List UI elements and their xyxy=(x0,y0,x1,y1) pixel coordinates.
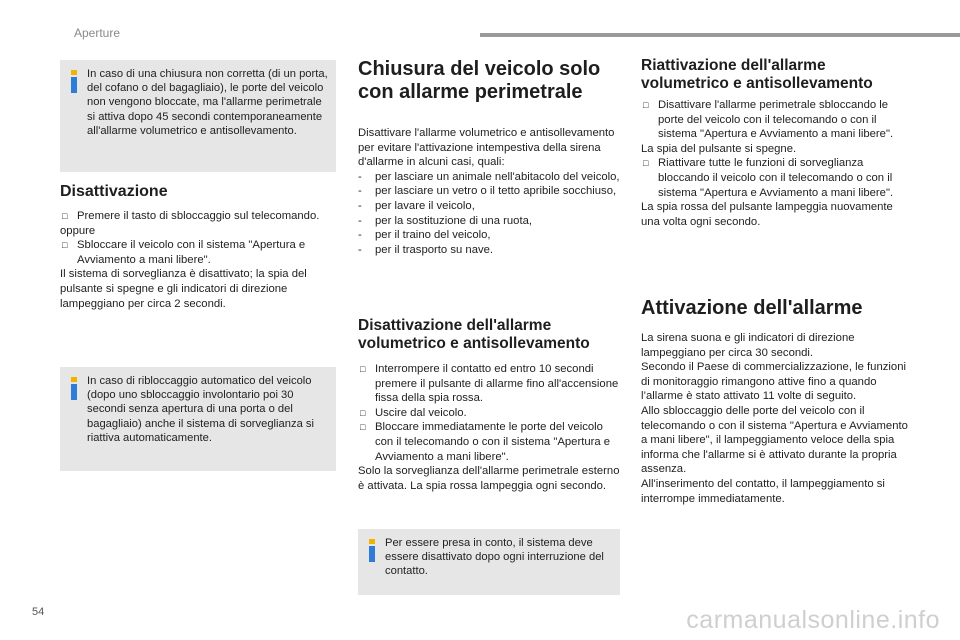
heading-chiusura: Chiusura del veicolo solo con allarme perimetrale xyxy=(358,58,601,103)
list-item: □ Interrompere il contatto ed entro 10 secondi premere il pulsante di allarme fino all'accensione fissa della spia rossa. xyxy=(360,363,619,405)
list-item: □ Bloccare immediatamente le porte del veicolo con il telecomando o con il sistema "Apertura e Avviamento a mani libere". xyxy=(360,421,611,463)
info-icon xyxy=(67,70,81,92)
list-item: - per lasciare un animale nell'abitacolo del veicolo, xyxy=(358,170,620,183)
plain-text: La spia rossa del pulsante lampeggia nuovamente una volta ogni secondo. xyxy=(641,201,893,228)
bullet-icon: □ xyxy=(643,100,649,110)
chiusura-body xyxy=(358,126,620,257)
list-item: - per la sostituzione di una ruota, xyxy=(358,214,532,227)
heading-attivazione: Attivazione dell'allarme xyxy=(641,297,863,319)
heading-disattivazione-allarme: Disattivazione dell'allarme volumetrico e antisollevamento xyxy=(358,317,590,352)
plain-text: Il sistema di sorveglianza è disattivato; la spia del pulsante si spegne e gli indicatori di direzione lampeggiano per circa 2 secondi. xyxy=(60,268,307,310)
note-text: Per essere presa in conto, il sistema deve essere disattivato dopo ogni interruzione del contatto. xyxy=(385,537,604,578)
bullet-icon: □ xyxy=(62,240,68,251)
section-title: Aperture xyxy=(74,26,121,40)
list-item: □ Uscire dal veicolo. xyxy=(360,406,467,419)
info-note xyxy=(358,529,620,595)
list-item: □ Premere il tasto di sbloccaggio sul telecomando. xyxy=(62,210,320,222)
plain-text: oppure xyxy=(60,224,96,237)
list-item: □ Disattivare l'allarme perimetrale sbloccando le porte del veicolo con il telecomando o con il sistema "Apertura e Avviamento a mani libere". xyxy=(643,99,894,141)
note-text: In caso di ribloccaggio automatico del veicolo (dopo uno sbloccaggio involontario poi 30 secondi senza apertura di una porta o del bagagliaio) anche il sistema di sorveglianza si riattiva automaticamente. xyxy=(87,375,314,444)
paragraph: La sirena suona e gli indicatori di direzione lampeggiano per circa 30 secondi. xyxy=(641,332,855,359)
bullet-icon: □ xyxy=(643,158,649,169)
note-text: In caso di una chiusura non corretta (di un porta, del cofano o del bagagliaio), le porte del veicolo non vengono bloccate, ma l'allarme perimetrale si attiva dopo 45 secondi contemporaneamente all'allarme volumetrico e antisollevamento. xyxy=(87,68,328,137)
paragraph: All'inserimento del contatto, il lampeggiamento si interrompe immediatamente. xyxy=(641,477,885,505)
riattivazione-body xyxy=(641,98,913,229)
intro-text: Disattivare l'allarme volumetrico e antisollevamento per evitare l'attivazione intempestiva della sirena d'allarme in alcuni casi, quali: xyxy=(358,127,615,169)
list-item: □ Sbloccare il veicolo con il sistema "Apertura e Avviamento a mani libere". xyxy=(62,239,306,266)
bullet-icon: □ xyxy=(360,407,366,418)
plain-text: Solo la sorveglianza dell'allarme perimetrale esterno è attivata. La spia rossa lampeggia ogni secondo. xyxy=(358,465,620,492)
attivazione-body xyxy=(641,331,913,506)
bullet-icon: □ xyxy=(360,422,366,433)
info-note xyxy=(60,60,336,172)
info-icon xyxy=(365,539,379,561)
list-item: - per lavare il veicolo, xyxy=(358,199,475,212)
list-item: □ Riattivare tutte le funzioni di sorveglianza bloccando il veicolo con il telecomando o con il sistema "Apertura e Avviamento a mani libere". xyxy=(643,157,894,199)
disattivazione-body xyxy=(60,209,336,311)
heading-disattivazione: Disattivazione xyxy=(60,183,168,200)
disattivazione-allarme-body xyxy=(358,362,620,493)
list-item: - per lasciare un vetro o il tetto apribile socchiuso, xyxy=(358,185,617,198)
paragraph: Allo sbloccaggio delle porte del veicolo con il telecomando o con il sistema "Apertura e Avviamento a mani libere", il lampeggiamento veloce della spia informa che l'allarme si è attivato durante la propria assenza. xyxy=(641,404,908,476)
page-number: 54 xyxy=(32,606,45,618)
bullet-icon: □ xyxy=(360,364,366,374)
paragraph: Secondo il Paese di commercializzazione, le funzioni di monitoraggio rimangono attive fino a quando l’allarme è stato attivato 11 volte di seguito. xyxy=(641,361,906,403)
info-icon xyxy=(67,377,81,399)
heading-riattivazione: Riattivazione dell'allarme volumetrico e antisollevamento xyxy=(641,57,873,92)
watermark: carmanualsonline.info xyxy=(686,606,940,634)
list-item: - per il traino del veicolo, xyxy=(358,229,491,242)
bullet-icon: □ xyxy=(62,211,68,221)
header-bar xyxy=(480,33,960,37)
info-note xyxy=(60,367,336,471)
plain-text: La spia del pulsante si spegne. xyxy=(641,142,797,155)
list-item: - per il trasporto su nave. xyxy=(358,243,494,256)
